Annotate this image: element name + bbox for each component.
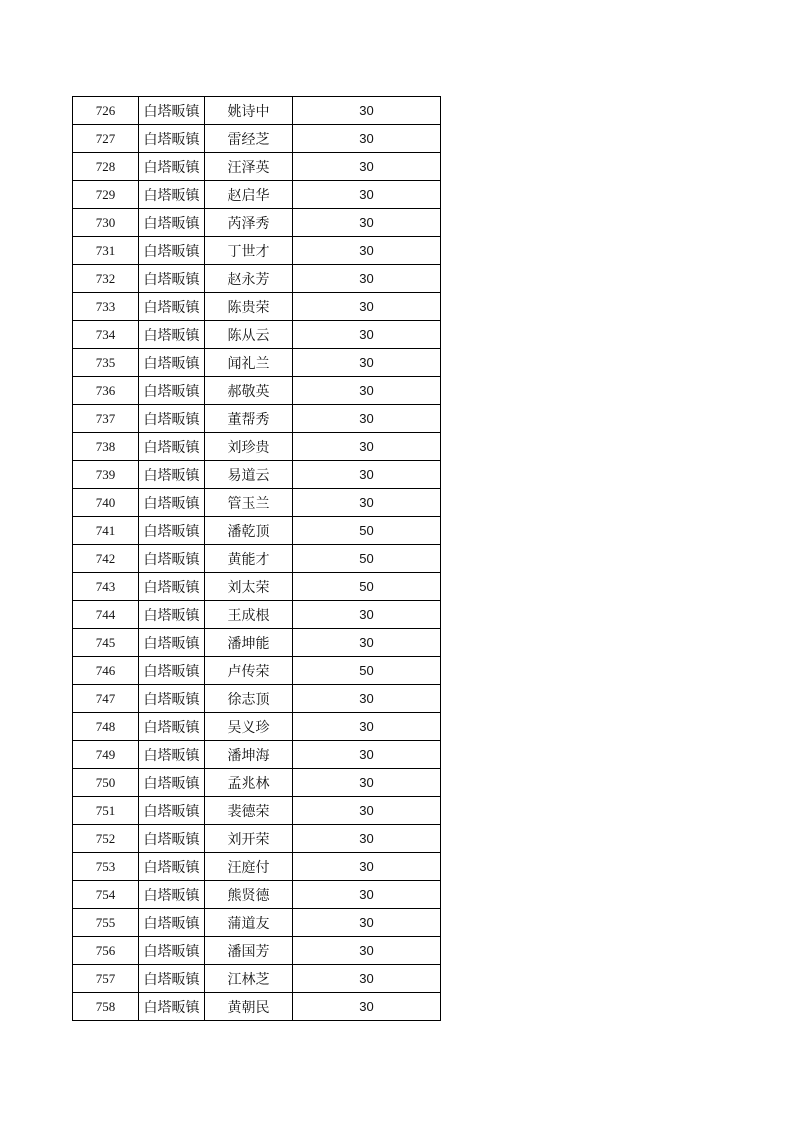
- name-cell: 刘珍贵: [205, 433, 293, 461]
- name-cell: 陈从云: [205, 321, 293, 349]
- row-number-cell: 730: [73, 209, 139, 237]
- table-row: [73, 489, 441, 517]
- amount-cell: 30: [293, 405, 441, 433]
- name-cell: 熊贤德: [205, 881, 293, 909]
- table-row: [73, 825, 441, 853]
- amount-cell: 30: [293, 685, 441, 713]
- town-cell: 白塔畈镇: [139, 377, 205, 405]
- table-row: [73, 965, 441, 993]
- town-cell: 白塔畈镇: [139, 601, 205, 629]
- amount-cell: 50: [293, 545, 441, 573]
- row-number-cell: 733: [73, 293, 139, 321]
- town-cell: 白塔畈镇: [139, 825, 205, 853]
- table-row: [73, 293, 441, 321]
- amount-cell: 30: [293, 489, 441, 517]
- row-number-cell: 755: [73, 909, 139, 937]
- name-cell: 汪庭付: [205, 853, 293, 881]
- amount-cell: 50: [293, 657, 441, 685]
- table-row: [73, 993, 441, 1021]
- table-row: [73, 685, 441, 713]
- row-number-cell: 743: [73, 573, 139, 601]
- town-cell: 白塔畈镇: [139, 853, 205, 881]
- name-cell: 黄能才: [205, 545, 293, 573]
- amount-cell: 30: [293, 293, 441, 321]
- name-cell: 赵永芳: [205, 265, 293, 293]
- amount-cell: 30: [293, 265, 441, 293]
- amount-cell: 30: [293, 797, 441, 825]
- row-number-cell: 747: [73, 685, 139, 713]
- amount-cell: 30: [293, 97, 441, 125]
- row-number-cell: 727: [73, 125, 139, 153]
- name-cell: 江林芝: [205, 965, 293, 993]
- town-cell: 白塔畈镇: [139, 97, 205, 125]
- town-cell: 白塔畈镇: [139, 153, 205, 181]
- town-cell: 白塔畈镇: [139, 965, 205, 993]
- table-row: [73, 265, 441, 293]
- amount-cell: 30: [293, 153, 441, 181]
- row-number-cell: 741: [73, 517, 139, 545]
- row-number-cell: 751: [73, 797, 139, 825]
- table-row: [73, 573, 441, 601]
- town-cell: 白塔畈镇: [139, 741, 205, 769]
- table-row: [73, 937, 441, 965]
- amount-cell: 30: [293, 349, 441, 377]
- town-cell: 白塔畈镇: [139, 937, 205, 965]
- table-row: [73, 853, 441, 881]
- town-cell: 白塔畈镇: [139, 181, 205, 209]
- data-table: [72, 96, 441, 1021]
- row-number-cell: 742: [73, 545, 139, 573]
- name-cell: 裴德荣: [205, 797, 293, 825]
- town-cell: 白塔畈镇: [139, 909, 205, 937]
- amount-cell: 30: [293, 713, 441, 741]
- name-cell: 刘太荣: [205, 573, 293, 601]
- row-number-cell: 739: [73, 461, 139, 489]
- town-cell: 白塔畈镇: [139, 405, 205, 433]
- town-cell: 白塔畈镇: [139, 797, 205, 825]
- row-number-cell: 746: [73, 657, 139, 685]
- town-cell: 白塔畈镇: [139, 433, 205, 461]
- town-cell: 白塔畈镇: [139, 489, 205, 517]
- row-number-cell: 735: [73, 349, 139, 377]
- amount-cell: 30: [293, 125, 441, 153]
- row-number-cell: 744: [73, 601, 139, 629]
- town-cell: 白塔畈镇: [139, 629, 205, 657]
- town-cell: 白塔畈镇: [139, 993, 205, 1021]
- name-cell: 雷经芝: [205, 125, 293, 153]
- amount-cell: 30: [293, 769, 441, 797]
- row-number-cell: 745: [73, 629, 139, 657]
- amount-cell: 30: [293, 601, 441, 629]
- town-cell: 白塔畈镇: [139, 657, 205, 685]
- name-cell: 易道云: [205, 461, 293, 489]
- row-number-cell: 756: [73, 937, 139, 965]
- name-cell: 徐志顶: [205, 685, 293, 713]
- table-row: [73, 153, 441, 181]
- row-number-cell: 750: [73, 769, 139, 797]
- name-cell: 汪泽英: [205, 153, 293, 181]
- table-row: [73, 377, 441, 405]
- town-cell: 白塔畈镇: [139, 293, 205, 321]
- town-cell: 白塔畈镇: [139, 125, 205, 153]
- name-cell: 闻礼兰: [205, 349, 293, 377]
- row-number-cell: 736: [73, 377, 139, 405]
- row-number-cell: 749: [73, 741, 139, 769]
- table-row: [73, 713, 441, 741]
- table-row: [73, 797, 441, 825]
- name-cell: 潘坤海: [205, 741, 293, 769]
- amount-cell: 30: [293, 433, 441, 461]
- table-row: [73, 741, 441, 769]
- table-row: [73, 881, 441, 909]
- table-row: [73, 769, 441, 797]
- row-number-cell: 732: [73, 265, 139, 293]
- town-cell: 白塔畈镇: [139, 685, 205, 713]
- table-row: [73, 461, 441, 489]
- amount-cell: 30: [293, 377, 441, 405]
- amount-cell: 30: [293, 853, 441, 881]
- name-cell: 董帮秀: [205, 405, 293, 433]
- row-number-cell: 753: [73, 853, 139, 881]
- town-cell: 白塔畈镇: [139, 881, 205, 909]
- name-cell: 刘开荣: [205, 825, 293, 853]
- table-row: [73, 97, 441, 125]
- row-number-cell: 729: [73, 181, 139, 209]
- town-cell: 白塔畈镇: [139, 573, 205, 601]
- town-cell: 白塔畈镇: [139, 545, 205, 573]
- amount-cell: 30: [293, 881, 441, 909]
- table-row: [73, 629, 441, 657]
- town-cell: 白塔畈镇: [139, 237, 205, 265]
- row-number-cell: 738: [73, 433, 139, 461]
- amount-cell: 30: [293, 993, 441, 1021]
- name-cell: 管玉兰: [205, 489, 293, 517]
- table-row: [73, 433, 441, 461]
- amount-cell: 30: [293, 629, 441, 657]
- row-number-cell: 758: [73, 993, 139, 1021]
- town-cell: 白塔畈镇: [139, 769, 205, 797]
- name-cell: 卢传荣: [205, 657, 293, 685]
- amount-cell: 30: [293, 461, 441, 489]
- table-row: [73, 321, 441, 349]
- name-cell: 芮泽秀: [205, 209, 293, 237]
- town-cell: 白塔畈镇: [139, 713, 205, 741]
- row-number-cell: 740: [73, 489, 139, 517]
- name-cell: 潘坤能: [205, 629, 293, 657]
- table-row: [73, 909, 441, 937]
- table-body: [73, 97, 441, 1021]
- table-row: [73, 181, 441, 209]
- amount-cell: 30: [293, 741, 441, 769]
- amount-cell: 30: [293, 909, 441, 937]
- table-row: [73, 125, 441, 153]
- name-cell: 黄朝民: [205, 993, 293, 1021]
- name-cell: 吴义珍: [205, 713, 293, 741]
- row-number-cell: 754: [73, 881, 139, 909]
- name-cell: 潘国芳: [205, 937, 293, 965]
- table-row: [73, 657, 441, 685]
- table-row: [73, 349, 441, 377]
- row-number-cell: 757: [73, 965, 139, 993]
- amount-cell: 30: [293, 181, 441, 209]
- amount-cell: 30: [293, 965, 441, 993]
- row-number-cell: 734: [73, 321, 139, 349]
- table-row: [73, 405, 441, 433]
- name-cell: 赵启华: [205, 181, 293, 209]
- amount-cell: 50: [293, 573, 441, 601]
- name-cell: 孟兆林: [205, 769, 293, 797]
- table-row: [73, 237, 441, 265]
- name-cell: 郝敬英: [205, 377, 293, 405]
- row-number-cell: 728: [73, 153, 139, 181]
- name-cell: 姚诗中: [205, 97, 293, 125]
- name-cell: 丁世才: [205, 237, 293, 265]
- town-cell: 白塔畈镇: [139, 209, 205, 237]
- row-number-cell: 731: [73, 237, 139, 265]
- town-cell: 白塔畈镇: [139, 461, 205, 489]
- amount-cell: 30: [293, 937, 441, 965]
- table-row: [73, 545, 441, 573]
- name-cell: 蒲道友: [205, 909, 293, 937]
- table-row: [73, 209, 441, 237]
- town-cell: 白塔畈镇: [139, 321, 205, 349]
- town-cell: 白塔畈镇: [139, 349, 205, 377]
- amount-cell: 50: [293, 517, 441, 545]
- row-number-cell: 752: [73, 825, 139, 853]
- row-number-cell: 748: [73, 713, 139, 741]
- row-number-cell: 737: [73, 405, 139, 433]
- amount-cell: 30: [293, 209, 441, 237]
- name-cell: 潘乾顶: [205, 517, 293, 545]
- town-cell: 白塔畈镇: [139, 517, 205, 545]
- name-cell: 陈贵荣: [205, 293, 293, 321]
- name-cell: 王成根: [205, 601, 293, 629]
- amount-cell: 30: [293, 825, 441, 853]
- table-row: [73, 517, 441, 545]
- table-row: [73, 601, 441, 629]
- amount-cell: 30: [293, 321, 441, 349]
- amount-cell: 30: [293, 237, 441, 265]
- row-number-cell: 726: [73, 97, 139, 125]
- town-cell: 白塔畈镇: [139, 265, 205, 293]
